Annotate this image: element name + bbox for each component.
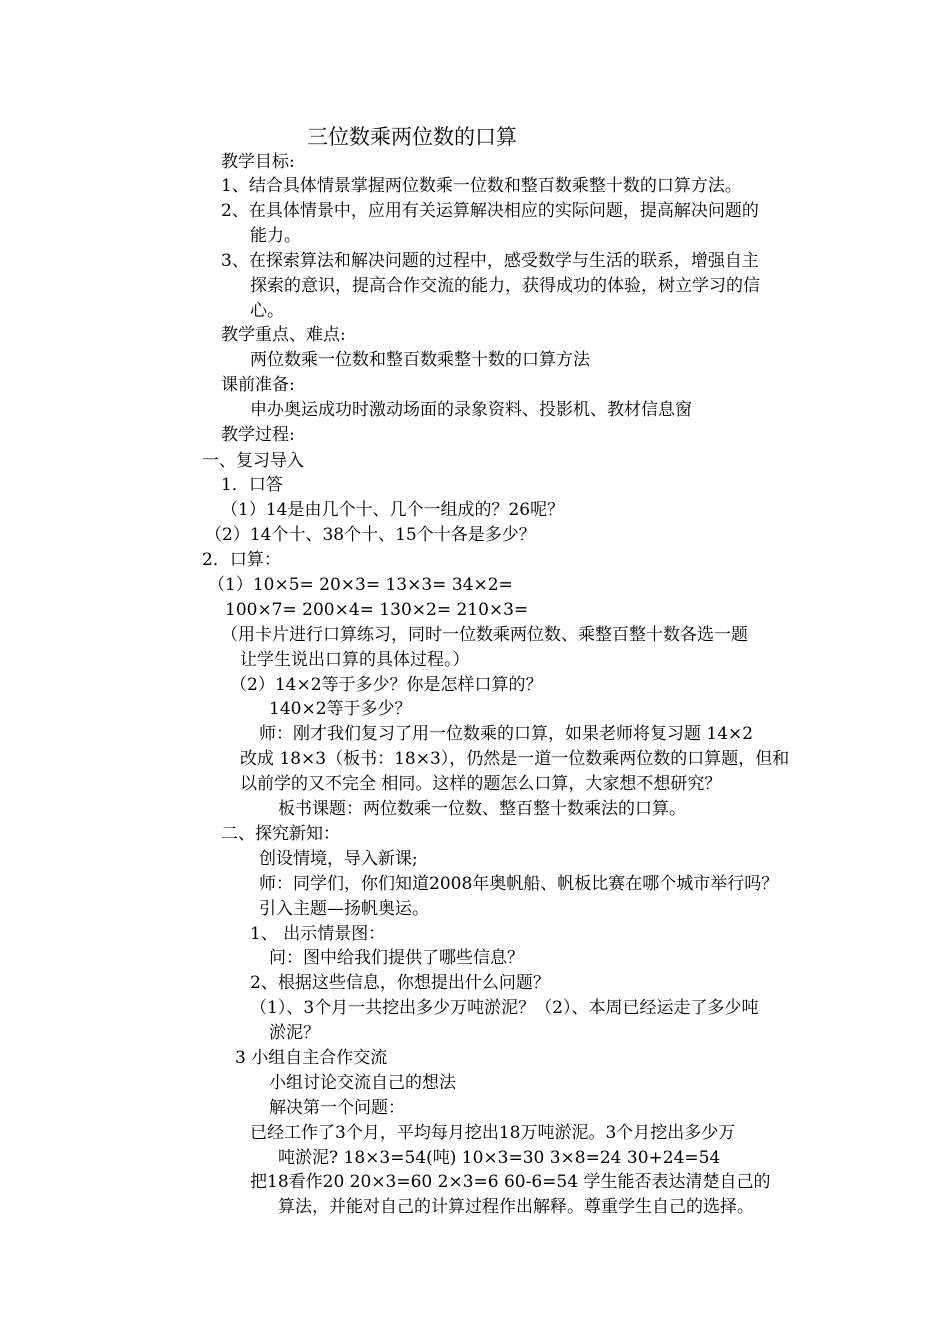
text-line: 能力。 [250,226,301,246]
text-line: 解决第一个问题： [269,1098,405,1118]
text-line: 1、 出示情景图： [250,924,386,944]
text-line: 引入主题—扬帆奥运。 [259,899,429,919]
text-line: 1、结合具体情景掌握两位数乘一位数和整百数乘整十数的口算方法。 [221,176,742,196]
text-line: 1．口答 [221,475,283,495]
text-line: （1）14是由几个十、几个一组成的？26呢？ [221,500,565,520]
text-line: 小组讨论交流自己的想法 [269,1073,456,1093]
text-line: 100×7= 200×4= 130×2= 210×3= [225,600,529,620]
text-line: 创设情境，导入新课; [259,849,418,869]
text-line: 2、根据这些信息，你想提出什么问题？ [250,973,550,993]
text-line: （1）10×5= 20×3= 13×3= 34×2= [208,575,513,595]
text-line: （2）14×2等于多少？你是怎样口算的？ [230,675,543,695]
text-line: 2、在具体情景中，应用有关运算解决相应的实际问题，提高解决问题的 [221,201,759,221]
text-line: （1）、3个月一共挖出多少万吨淤泥？（2）、本周已经运走了多少吨 [250,998,759,1018]
text-line: 心。 [250,301,284,321]
text-line: 申办奥运成功时激动场面的录象资料、投影机、教材信息窗 [250,400,692,420]
text-line: （2）14个十、38个十、15个十各是多少？ [205,525,536,545]
text-line: 问：图中给我们提供了哪些信息？ [269,948,524,968]
text-line: 改成 18×3（板书：18×3），仍然是一道一位数乘两位数的口算题，但和 [240,749,790,769]
text-line: 算法，并能对自己的计算过程作出解释。尊重学生自己的选择。 [278,1197,754,1217]
text-line: 已经工作了3个月，平均每月挖出18万吨淤泥。3个月挖出多少万 [250,1123,736,1143]
text-line: 3 小组自主合作交流 [235,1048,388,1068]
text-line: 淤泥？ [269,1023,320,1043]
text-line: 教学重点、难点: [221,325,346,345]
text-line: （用卡片进行口算练习，同时一位数乘两位数、乘整百整十数各选一题 [221,625,748,645]
text-line: 吨淤泥? 18×3=54(吨) 10×3=30 3×8=24 30+24=54 [278,1148,721,1168]
text-line: 2．口算： [202,550,281,570]
text-line: 140×2等于多少？ [269,699,412,719]
text-line: 教学过程: [221,425,295,445]
text-line: 教学目标: [221,152,295,172]
text-line: 师：刚才我们复习了用一位数乘的口算，如果老师将复习题 14×2 [259,724,754,744]
text-line: 把18看作20 20×3=60 2×3=6 60-6=54 学生能否表达清楚自己的 [250,1172,771,1192]
text-line: 师：同学们，你们知道2008年奥帆船、帆板比赛在哪个城市举行吗？ [259,874,779,894]
text-line: 板书课题：两位数乘一位数、整百整十数乘法的口算。 [278,799,686,819]
text-line: 课前准备: [221,375,295,395]
text-line: 一、复习导入 [202,451,304,471]
document-title: 三位数乘两位数的口算 [307,125,517,149]
text-line: 两位数乘一位数和整百数乘整十数的口算方法 [250,350,590,370]
text-line: 探索的意识，提高合作交流的能力，获得成功的体验，树立学习的信 [250,276,760,296]
text-line: 让学生说出口算的具体过程。） [240,650,470,670]
text-line: 3、在探索算法和解决问题的过程中，感受数学与生活的联系，增强自主 [221,251,759,271]
text-line: 以前学的又不完全 相同。这样的题怎么口算，大家想不想研究？ [240,774,722,794]
text-line: 二、探究新知： [221,824,340,844]
